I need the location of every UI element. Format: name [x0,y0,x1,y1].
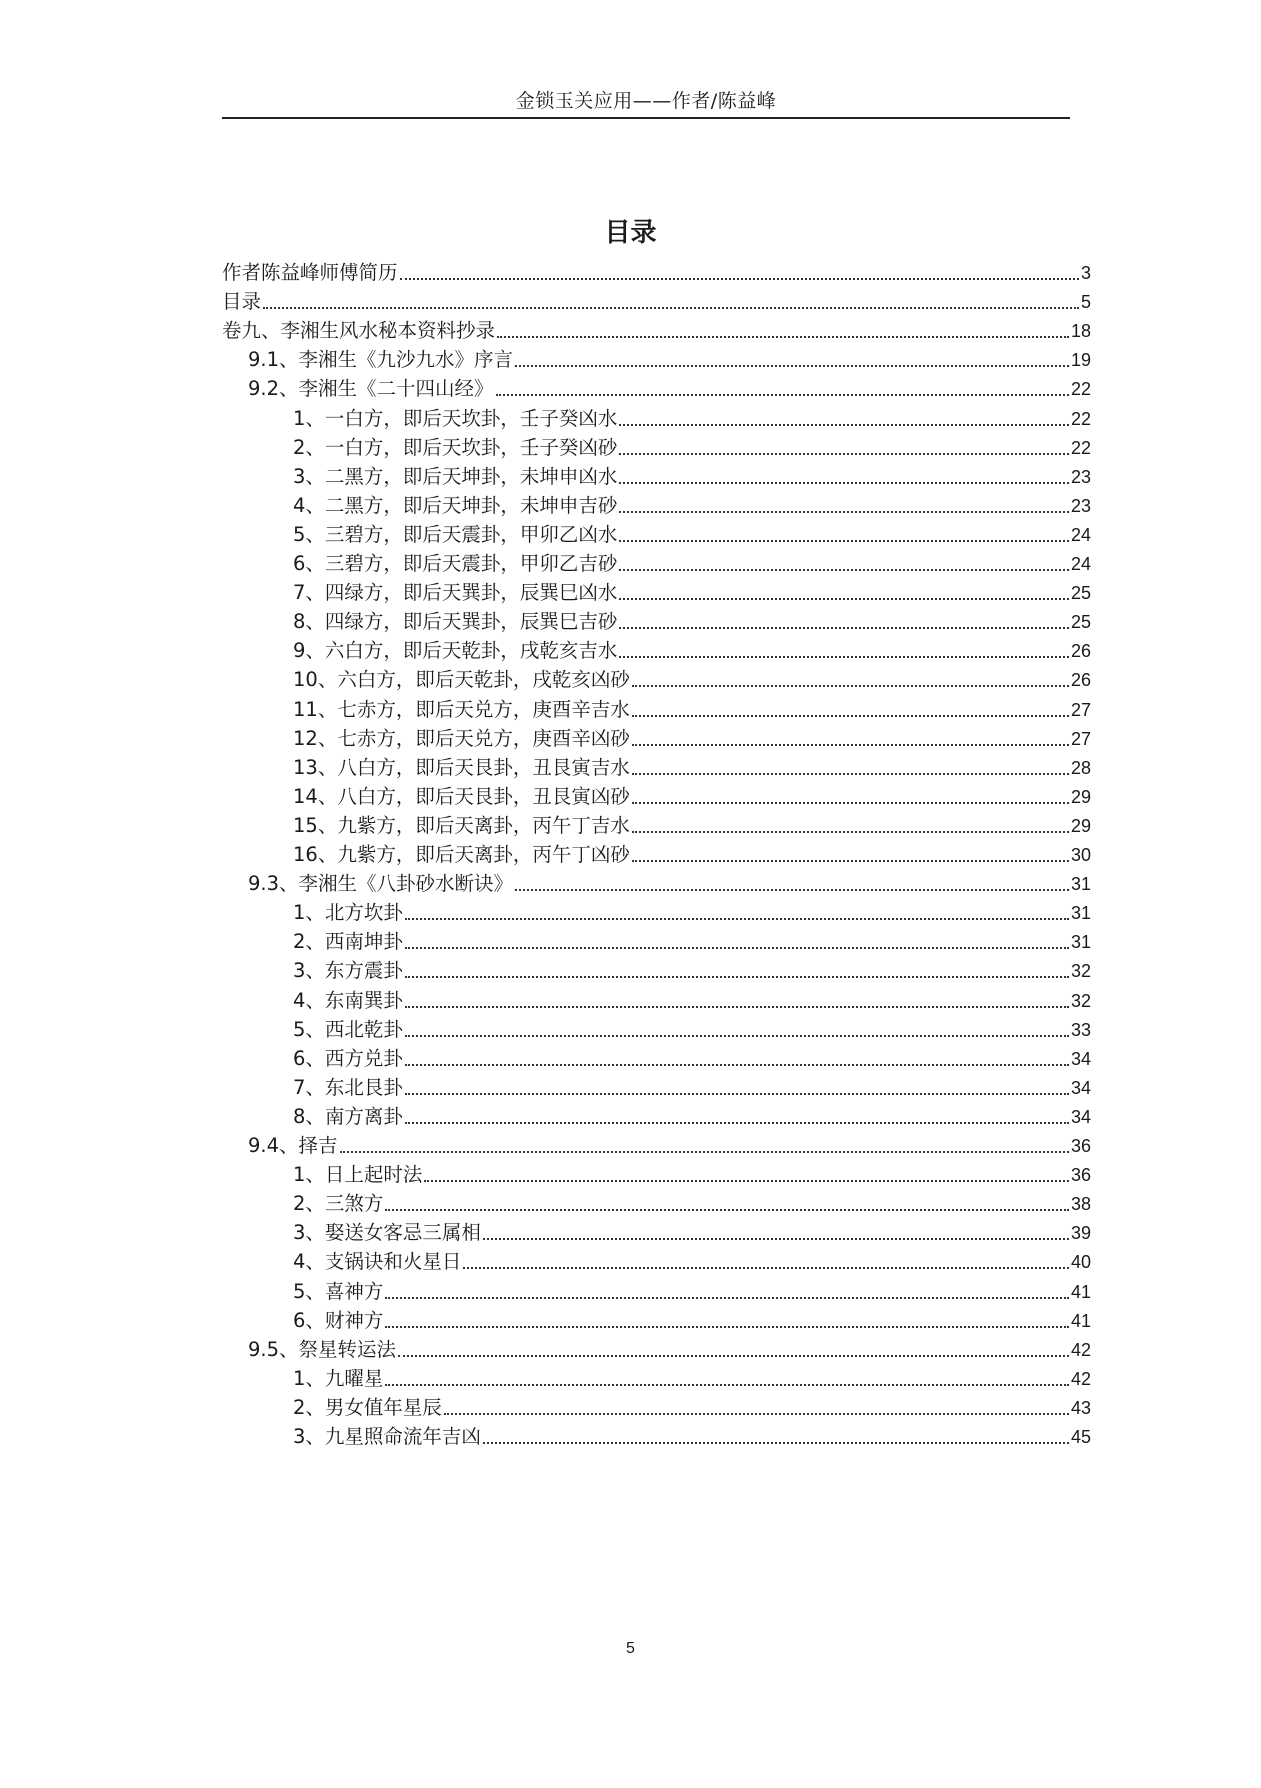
toc-entry-page: 27 [1070,699,1091,720]
toc-entry[interactable] [293,1073,1091,1103]
dot-leader [444,1413,1069,1415]
dot-leader [263,307,1079,309]
toc-entry-label: 1、日上起时法 [293,1163,423,1187]
toc-entry-label: 1、一白方，即后天坎卦，壬子癸凶水 [293,406,618,430]
toc-entry-label: 9.2、李湘生《二十四山经》 [248,377,494,401]
toc-entry-page: 26 [1070,641,1091,662]
toc-entry[interactable] [293,753,1091,783]
toc-entry-label: 10、六白方，即后天乾卦，戌乾亥凶砂 [293,668,630,692]
toc-entry-page: 22 [1070,408,1091,429]
toc-entry-page: 30 [1070,845,1091,865]
dot-leader [463,1267,1069,1269]
page-title: 目录 [604,218,657,248]
toc-entry-page: 25 [1070,583,1091,604]
dot-leader [619,569,1069,571]
toc-entry[interactable] [293,1102,1091,1132]
dot-leader [405,1093,1069,1095]
toc-entry[interactable] [293,665,1091,695]
toc-entry-label: 6、西方兑卦 [293,1046,403,1070]
dot-leader [632,773,1069,775]
toc-entry-label: 2、西南坤卦 [293,930,403,954]
toc-entry-page: 36 [1070,1165,1091,1186]
toc-entry-label: 4、东南巽卦 [293,988,403,1012]
toc-entry-label: 11、七赤方，即后天兑方，庚酉辛吉水 [293,697,630,721]
dot-leader [619,656,1069,658]
toc-entry[interactable] [293,549,1091,579]
toc-entry[interactable] [293,1015,1091,1045]
toc-entry[interactable] [293,1044,1091,1074]
toc-entry-page: 19 [1070,350,1091,371]
dot-leader [385,1209,1069,1211]
toc-entry-page: 25 [1070,612,1091,633]
toc-entry[interactable] [293,1218,1091,1248]
toc-entry-label: 3、东方震卦 [293,959,403,983]
toc-entry[interactable] [293,724,1091,754]
dot-leader [340,1151,1069,1153]
toc-entry-page: 33 [1070,1019,1091,1040]
toc-entry-page: 34 [1070,1077,1091,1098]
toc-entry-label: 2、一白方，即后天坎卦，壬子癸凶砂 [293,435,618,459]
dot-leader [400,278,1079,280]
toc-entry-page: 3 [1080,263,1091,283]
dot-leader [405,918,1069,920]
toc-entry[interactable] [293,520,1091,550]
dot-leader [385,1326,1069,1328]
toc-entry[interactable] [293,956,1091,986]
toc-entry-page: 31 [1070,874,1091,895]
toc-entry-label: 1、北方坎卦 [293,901,403,925]
dot-leader [424,1180,1069,1182]
toc-entry-label: 9.5、祭星转运法 [248,1337,397,1361]
toc-entry-label: 14、八白方，即后天艮卦，丑艮寅凶砂 [293,784,630,808]
dot-leader [515,889,1069,891]
dot-leader [619,540,1069,542]
dot-leader [632,802,1069,804]
dot-leader [405,1006,1069,1008]
toc-entry-page: 43 [1070,1397,1091,1418]
toc-entry-page: 36 [1070,1136,1091,1156]
toc-entry[interactable] [293,607,1091,637]
toc-entry-label: 1、九曜星 [293,1366,384,1390]
toc-entry-label: 8、四绿方，即后天巽卦，辰巽巳吉砂 [293,610,618,634]
dot-leader [405,947,1069,949]
toc-entry-label: 16、九紫方，即后天离卦，丙午丁凶砂 [293,843,630,866]
toc-entry[interactable] [293,1160,1091,1190]
dot-leader [632,860,1069,862]
toc-entry-page: 34 [1070,1048,1091,1069]
toc-entry[interactable] [293,1306,1091,1336]
toc-entry[interactable] [222,287,1091,317]
dot-leader [405,976,1069,978]
toc-entry[interactable] [293,898,1091,928]
toc-entry-page: 24 [1070,524,1091,545]
dot-leader [398,1355,1069,1357]
toc-entry[interactable] [293,986,1091,1016]
toc-entry[interactable] [293,462,1091,492]
toc-entry-label: 3、二黑方，即后天坤卦，未坤申凶水 [293,464,618,488]
toc-entry[interactable] [293,695,1091,725]
dot-leader [632,685,1069,687]
toc-entry[interactable] [293,636,1091,666]
dot-leader [632,831,1069,833]
dot-leader [385,1297,1069,1299]
toc-entry[interactable] [222,316,1091,346]
running-header: 金锁玉关应用——作者/陈益峰 [515,90,777,112]
dot-leader [619,627,1069,629]
toc-entry-label: 5、喜神方 [293,1279,384,1303]
toc-entry-page: 41 [1070,1310,1091,1331]
toc-entry-page: 23 [1070,495,1091,516]
toc-entry-page: 31 [1070,903,1091,924]
toc-entry-label: 9.3、李湘生《八卦砂水断诀》 [248,872,514,896]
toc-entry-page: 27 [1070,728,1091,749]
toc-entry-page: 18 [1070,321,1091,342]
toc-entry[interactable] [248,1131,1091,1161]
toc-entry-label: 作者陈益峰师傅简历 [222,261,398,284]
toc-entry-label: 9.4、择吉 [248,1134,338,1157]
dot-leader [405,1064,1069,1066]
toc-entry[interactable] [293,1364,1091,1394]
toc-entry-page: 32 [1070,961,1091,982]
dot-leader [497,336,1069,338]
toc-entry-page: 29 [1070,786,1091,807]
toc-entry-page: 40 [1070,1252,1091,1273]
toc-entry-label: 5、西北乾卦 [293,1017,403,1041]
dot-leader [632,744,1069,746]
toc-entry-label: 13、八白方，即后天艮卦，丑艮寅吉水 [293,755,630,779]
dot-leader [483,1442,1069,1444]
toc-entry-page: 24 [1070,554,1091,574]
dot-leader [385,1384,1069,1386]
toc-entry-page: 5 [1080,292,1091,313]
toc-entry-label: 3、娶送女客忌三属相 [293,1221,481,1245]
toc-entry-page: 42 [1070,1368,1091,1389]
toc-entry[interactable] [293,578,1091,608]
toc-entry[interactable] [293,1393,1091,1423]
toc-entry-page: 22 [1070,379,1091,400]
toc-entry-label: 4、二黑方，即后天坤卦，未坤申吉砂 [293,493,618,517]
toc-entry-label: 7、四绿方，即后天巽卦，辰巽巳凶水 [293,581,618,605]
toc-entry[interactable] [248,1335,1091,1365]
toc-entry[interactable] [293,1189,1091,1219]
toc-entry-label: 2、男女值年星辰 [293,1395,442,1419]
toc-entry-label: 4、支锅诀和火星日 [293,1250,462,1274]
toc-entry-label: 卷九、李湘生风水秘本资料抄录 [222,319,496,343]
toc-entry-page: 23 [1070,466,1091,487]
toc-entry-page: 42 [1070,1339,1091,1360]
toc-entry[interactable] [293,927,1091,957]
toc-entry-label: 8、南方离卦 [293,1104,403,1128]
toc-entry[interactable] [293,1247,1091,1277]
toc-entry-label: 目录 [222,290,262,314]
dot-leader [619,453,1069,455]
toc-entry-page: 38 [1070,1194,1091,1215]
toc-entry[interactable] [293,840,1091,870]
toc-entry[interactable] [248,345,1091,375]
toc-entry-page: 41 [1070,1281,1091,1302]
toc-entry-label: 2、三煞方 [293,1192,384,1216]
toc-entry-page: 31 [1070,932,1091,953]
toc-entry[interactable] [293,433,1091,463]
dot-leader [405,1122,1069,1124]
dot-leader [632,715,1069,717]
toc-entry[interactable] [222,258,1091,288]
toc-entry[interactable] [293,782,1091,812]
dot-leader [496,394,1069,396]
dot-leader [619,598,1069,600]
toc-entry[interactable] [248,869,1091,899]
toc-entry-page: 34 [1070,1106,1091,1127]
toc-entry-page: 22 [1070,437,1091,458]
toc-entry-label: 15、九紫方，即后天离卦，丙午丁吉水 [293,813,630,837]
toc-entry-page: 28 [1070,757,1091,778]
toc-entry[interactable] [293,404,1091,434]
toc-entry-page: 32 [1070,990,1091,1011]
dot-leader [619,482,1069,484]
dot-leader [405,1035,1069,1037]
toc-entry-label: 5、三碧方，即后天震卦，甲卯乙凶水 [293,522,618,546]
toc-entry-label: 12、七赤方，即后天兑方，庚酉辛凶砂 [293,726,630,750]
toc-entry[interactable] [293,811,1091,841]
dot-leader [619,424,1069,426]
toc-entry-label: 6、财神方 [293,1308,384,1332]
dot-leader [483,1238,1069,1240]
toc-entry-page: 29 [1070,815,1091,836]
toc-entry-label: 6、三碧方，即后天震卦，甲卯乙吉砂 [293,552,618,575]
header-rule [222,117,1070,119]
toc-entry-page: 39 [1070,1223,1091,1244]
toc-entry-label: 7、东北艮卦 [293,1075,403,1099]
toc-entry[interactable] [293,1277,1091,1307]
dot-leader [619,511,1069,513]
toc-entry-label: 9.1、李湘生《九沙九水》序言 [248,348,514,372]
page-number: 5 [626,1640,635,1657]
toc-entry[interactable] [293,491,1091,521]
toc-entry[interactable] [293,1422,1091,1452]
toc-entry-page: 45 [1070,1427,1091,1447]
toc-entry-label: 9、六白方，即后天乾卦，戌乾亥吉水 [293,639,618,663]
toc-entry[interactable] [248,374,1091,404]
dot-leader [515,365,1069,367]
toc-entry-page: 26 [1070,670,1091,691]
toc-entry-label: 3、九星照命流年吉凶 [293,1425,481,1448]
